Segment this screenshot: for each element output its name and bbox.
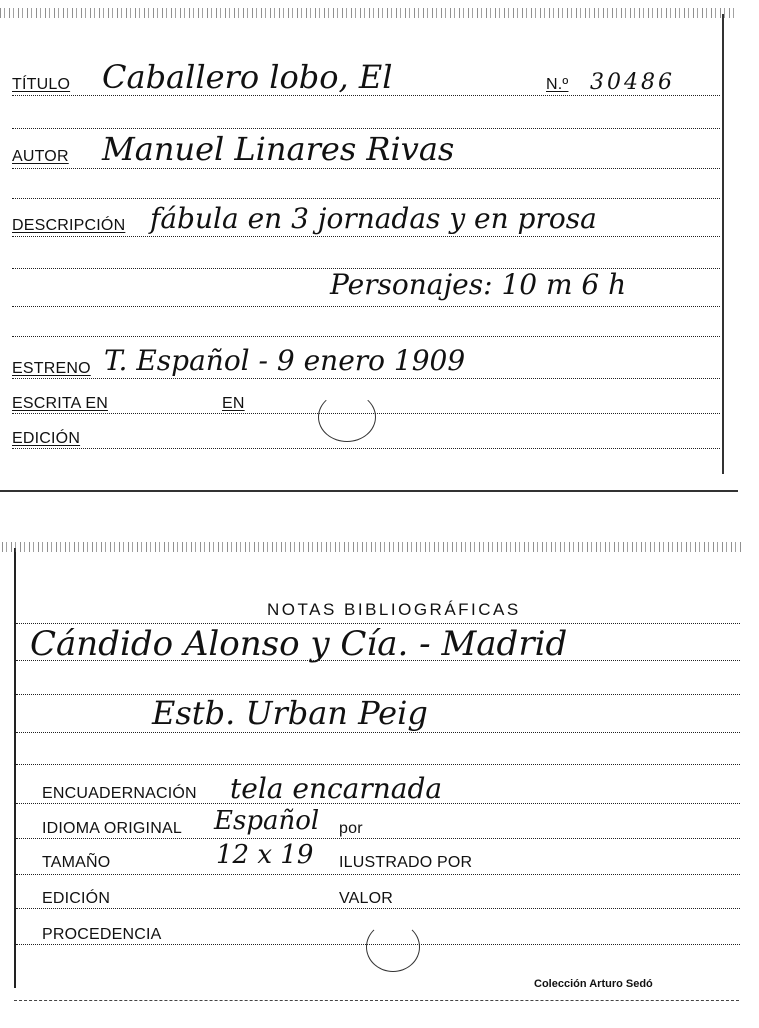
por-label: por [339,820,363,837]
notas-heading: NOTAS BIBLIOGRÁFICAS [267,600,521,619]
catalog-card-bottom [14,548,741,988]
row-rule [12,306,720,307]
catalog-card-top [0,0,740,492]
en-label: EN [222,395,245,412]
row-rule [16,874,740,875]
autor-value: Manuel Linares Rivas [102,130,455,168]
note-line-1: Cándido Alonso y Cía. - Madrid [30,624,568,664]
row-rule [16,908,740,909]
tamano-value: 12 x 19 [216,840,314,870]
row-rule [16,764,740,765]
idioma-value: Español [214,806,320,836]
encuadernacion-label: ENCUADERNACIÓN [42,785,197,802]
row-rule [12,236,720,237]
edicion-label-bottom: EDICIÓN [42,890,111,907]
note-line-2: Estb. Urban Peig [152,694,428,732]
autor-label: AUTOR [12,148,69,165]
titulo-value: Caballero lobo, El [102,58,393,96]
valor-label: VALOR [339,890,394,907]
row-rule [16,732,740,733]
row-rule [16,803,740,804]
card-edge-texture [0,8,738,18]
card-edge-texture [2,542,742,552]
encuadernacion-value: tela encarnada [230,772,443,805]
row-rule [12,198,720,199]
tamano-label: TAMAÑO [42,854,111,871]
card-right-edge [722,14,724,474]
row-rule [12,95,720,96]
numero-value: 30486 [590,70,675,95]
edicion-label: EDICIÓN [12,430,81,447]
row-rule [16,660,740,661]
row-rule [12,128,720,129]
collection-footer: Colección Arturo Sedó [534,978,653,990]
punch-hole [318,392,376,442]
estreno-label: ESTRENO [12,360,91,377]
escrita-label: ESCRITA EN [12,395,108,412]
punch-hole [366,922,420,972]
row-rule [16,944,740,945]
descripcion-label: DESCRIPCIÓN [12,217,126,234]
descripcion-value-2: Personajes: 10 m 6 h [330,268,627,301]
row-rule [12,378,720,379]
numero-label: N.º [546,76,569,93]
row-rule [12,336,720,337]
estreno-value: T. Español - 9 enero 1909 [104,344,466,377]
row-rule [12,413,720,414]
idioma-label: IDIOMA ORIGINAL [42,820,182,837]
row-rule [12,448,720,449]
row-rule [16,838,740,839]
titulo-label: TÍTULO [12,76,71,93]
ilustrado-label: ILUSTRADO POR [339,854,473,871]
row-rule [12,168,720,169]
descripcion-value: fábula en 3 jornadas y en prosa [150,202,597,235]
procedencia-label: PROCEDENCIA [42,926,162,943]
card-bottom-edge [14,1000,739,1001]
card-bottom-edge [0,490,738,492]
